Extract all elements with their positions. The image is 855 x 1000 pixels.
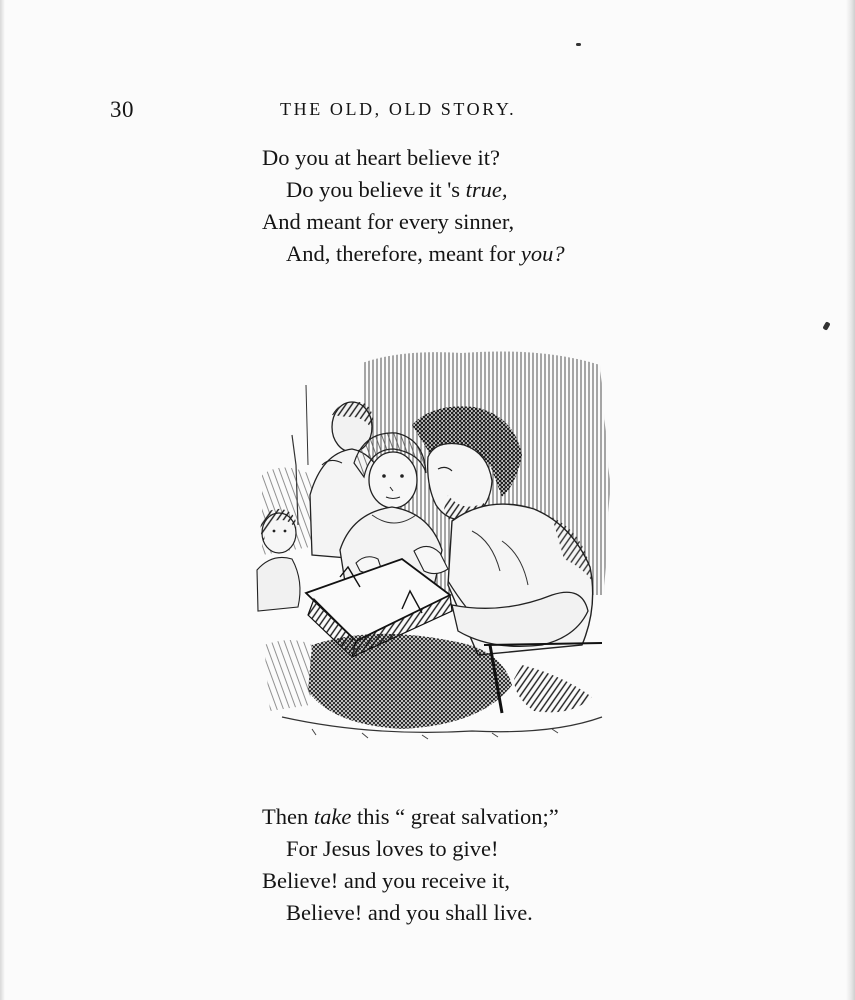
poem-line-italic: take: [313, 804, 352, 829]
poem-line: And meant for every sinner,: [262, 209, 515, 234]
running-title: THE OLD, OLD STORY.: [280, 99, 517, 119]
page-number: 30: [110, 97, 134, 122]
engraving-family-reading-book-icon: [252, 345, 614, 740]
poem-line: For Jesus loves to give!: [286, 836, 499, 861]
poem-line-italic: true,: [465, 177, 508, 202]
poem-stanza-2: [262, 801, 559, 929]
poem-line: [262, 238, 565, 270]
poem-line-text: Then: [262, 804, 314, 829]
page-right-edge: [846, 0, 855, 1000]
poem-line-italic: you?: [520, 241, 565, 266]
page-left-edge: [0, 0, 5, 1000]
poem-line: Believe! and you receive it,: [262, 868, 511, 893]
poem-stanza-1: [262, 142, 565, 270]
poem-line: [262, 801, 559, 833]
ink-speck: [576, 43, 581, 46]
poem-line: Believe! and you shall live.: [286, 900, 533, 925]
poem-line: [262, 174, 565, 206]
poem-line-text: Do you believe it 's: [286, 177, 466, 202]
poem-line-text: this “ great salvation;”: [351, 804, 559, 829]
ink-speck: [822, 321, 830, 330]
poem-line-text: And, therefore, meant for: [286, 241, 521, 266]
poem-line: Do you at heart believe it?: [262, 145, 501, 170]
